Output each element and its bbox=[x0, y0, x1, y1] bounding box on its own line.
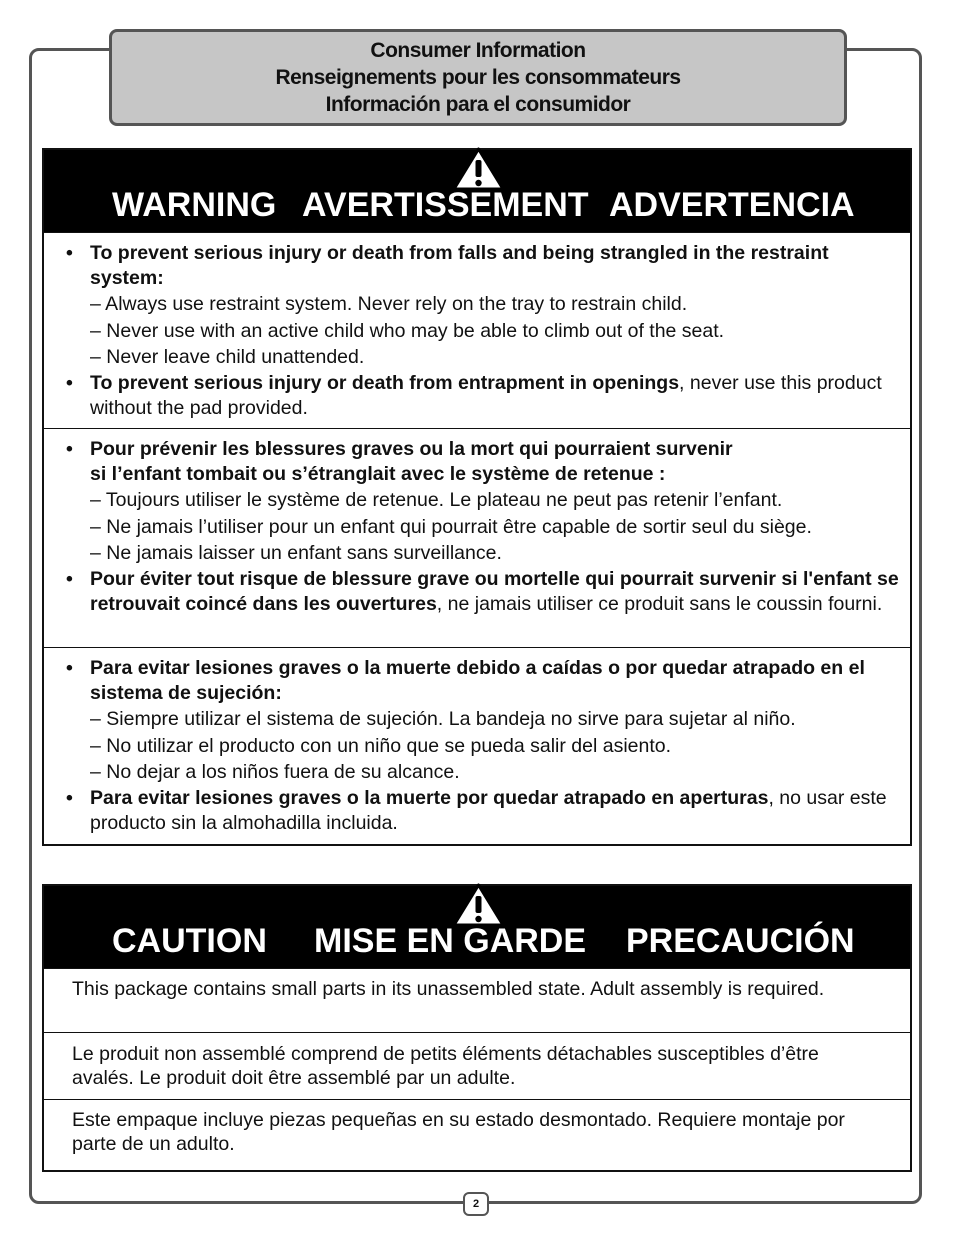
caution-text-french: Le produit non assemblé comprend de petits éléments détachables susceptibles d’être avalés. Le produit doit être assemblé par un adulte. bbox=[44, 1032, 910, 1099]
caution-text-english: This package contains small parts in its unassembled state. Adult assembly is required. bbox=[44, 968, 910, 1032]
warning-title-spanish: ADVERTENCIA bbox=[609, 186, 855, 224]
warning-box bbox=[42, 148, 912, 846]
caution-title-english: CAUTION bbox=[112, 922, 267, 960]
list-item: – Siempre utilizar el sistema de sujeción. La bandeja no sirve para sujetar al niño. bbox=[90, 708, 796, 730]
list-item: • Pour éviter tout risque de blessure grave ou mortelle qui pourrait survenir si l'enfant se retrouvait coincé dans les ouvertures, ne jamais utiliser ce produit sans le coussin fourni. bbox=[66, 567, 899, 615]
caution-title-french: MISE EN GARDE bbox=[314, 922, 587, 960]
caution-header bbox=[44, 886, 910, 968]
list-item: – Never leave child unattended. bbox=[90, 346, 365, 368]
caution-text-spanish: Este empaque incluye piezas pequeñas en su estado desmontado. Requiere montaje por parte de un adulto. bbox=[44, 1099, 910, 1170]
warning-section-english bbox=[44, 232, 910, 428]
list-item: • Para evitar lesiones graves o la muerte por quedar atrapado en aperturas, no usar este producto sin la almohadilla incluida. bbox=[66, 786, 887, 834]
warning-title-french: AVERTISSEMENT bbox=[302, 186, 589, 224]
warning-title-english: WARNING bbox=[112, 186, 277, 224]
warning-section-spanish bbox=[44, 647, 910, 842]
caution-title-spanish: PRECAUCIÓN bbox=[626, 922, 855, 960]
consumer-info-spanish: Información para el consumidor bbox=[325, 93, 631, 116]
consumer-info-english: Consumer Information bbox=[370, 39, 586, 62]
list-item: – No dejar a los niños fuera de su alcance. bbox=[90, 761, 460, 783]
consumer-information-banner bbox=[109, 29, 847, 126]
page-number: 2 bbox=[463, 1192, 489, 1216]
list-item: • Pour prévenir les blessures graves ou la mort qui pourraient survenir si l’enfant tombait ou s’étranglait avec le système de retenue : bbox=[66, 438, 733, 485]
warning-header bbox=[44, 150, 910, 232]
list-item: – Toujours utiliser le système de retenue. Le plateau ne peut pas retenir l’enfant. bbox=[90, 489, 783, 511]
warning-section-french bbox=[44, 428, 910, 647]
list-item: – Always use restraint system. Never rely on the tray to restrain child. bbox=[90, 293, 688, 315]
list-item: – Ne jamais l’utiliser pour un enfant qui pourrait être capable de sortir seul du siège. bbox=[90, 515, 812, 538]
list-item: – Ne jamais laisser un enfant sans surveillance. bbox=[90, 542, 502, 564]
list-item: • To prevent serious injury or death from entrapment in openings, never use this product without the pad provided. bbox=[66, 371, 882, 419]
list-item: • To prevent serious injury or death from falls and being strangled in the restraint system: bbox=[66, 242, 829, 289]
caution-box bbox=[42, 884, 912, 1172]
list-item: • Para evitar lesiones graves o la muerte debido a caídas o por quedar atrapado en el sistema de sujeción: bbox=[66, 657, 865, 704]
list-item: – No utilizar el producto con un niño que se pueda salir del asiento. bbox=[90, 734, 672, 757]
consumer-info-french: Renseignements pour les consommateurs bbox=[275, 66, 681, 89]
list-item: – Never use with an active child who may be able to climb out of the seat. bbox=[90, 319, 725, 342]
